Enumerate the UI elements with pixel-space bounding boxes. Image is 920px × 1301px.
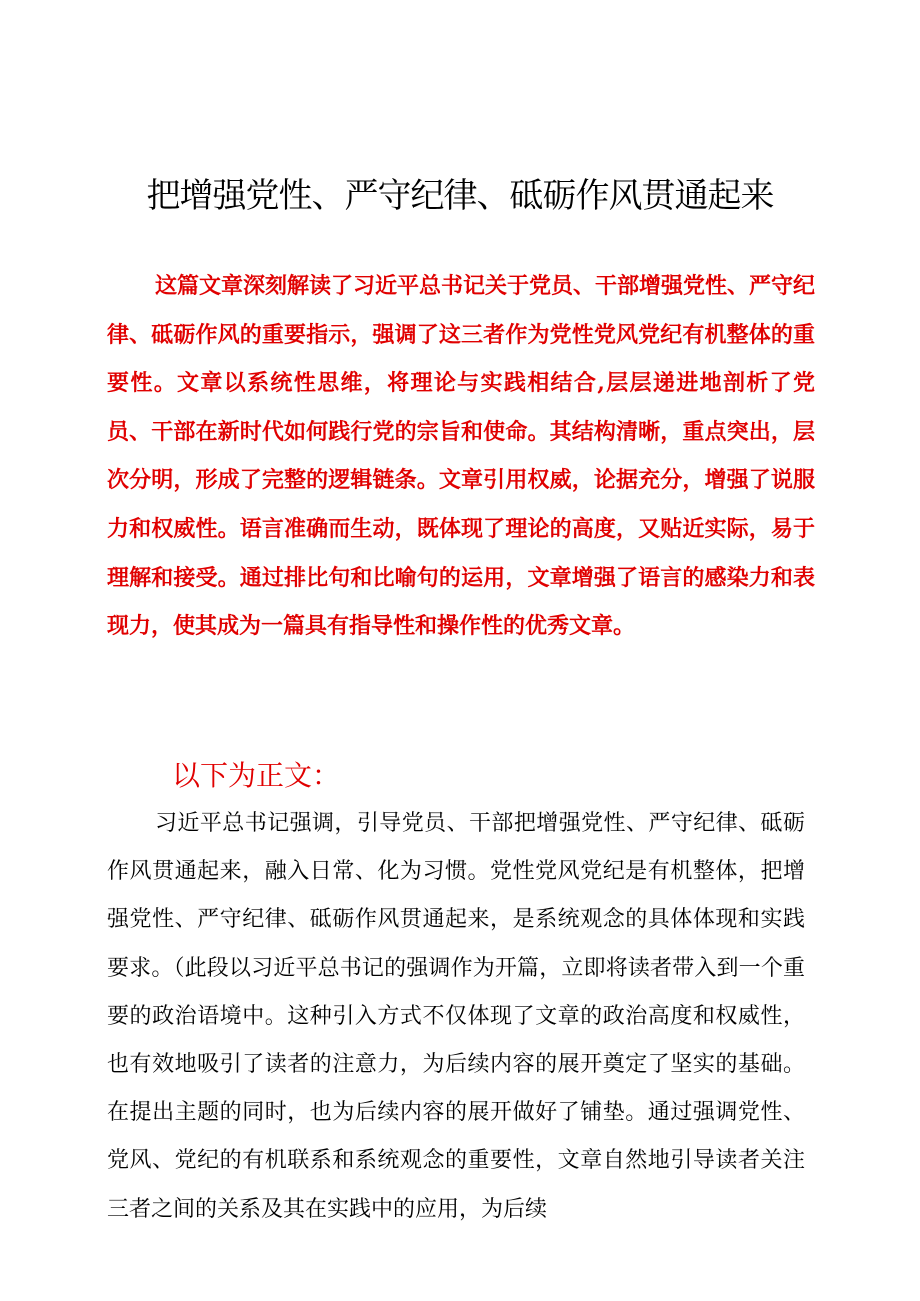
summary-paragraph: 这篇文章深刻解读了习近平总书记关于党员、干部增强党性、严守纪律、砥砺作风的重要指示，强调了这三者作为党性党风党纪有机整体的重要性。文章以系统性思维，将理论与实践相结合,层层递进地剖析了党员、干部在新时代如何践行党的宗旨和使命。其结构清晰，重点突出，层次分明，形成了完整的逻辑链条。文章引用权威，论据充分，增强了说服力和权威性。语言准确而生动，既体现了理论的高度，又贴近实际，易于理解和接受。通过排比句和比喻句的运用，文章增强了语言的感染力和表现力，使其成为一篇具有指导性和操作性的优秀文章。 [107,273,816,640]
document-title: 把增强党性、严守纪律、砥砺作风贯通起来 [146,176,774,216]
body-paragraph: 习近平总书记强调，引导党员、干部把增强党性、严守纪律、砥砺作风贯通起来，融入日常、化为习惯。党性党风党纪是有机整体，把增强党性、严守纪律、砥砺作风贯通起来，是系统观念的具体体现和实践要求。（此段以习近平总书记的强调作为开篇，立即将读者带入到一个重要的政治语境中。这种引入方式不仅体现了文章的政治高度和权威性，也有效地吸引了读者的注意力，为后续内容的展开奠定了坚实的基础。在提出主题的同时，也为后续内容的展开做好了铺垫。通过强调党性、党风、党纪的有机联系和系统观念的重要性，文章自然地引导读者关注三者之间的关系及其在实践中的应用，为后续 [107,811,805,1222]
section-heading: 以下为正文： [172,759,341,792]
